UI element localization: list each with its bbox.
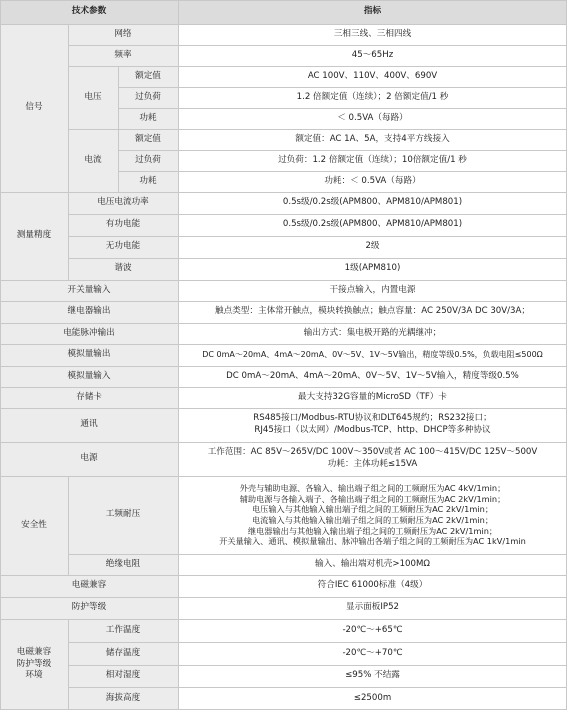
grid-line [68,476,69,575]
grid-line [0,366,567,367]
voltage-rated-value: AC 100V、110V、400V、690V [178,66,567,87]
grid-line [68,214,567,215]
network-label: 网络 [68,24,178,45]
grid-line [0,442,567,443]
network-value: 三相三线、三相四线 [178,24,567,45]
grid-line [68,665,567,666]
grid-line [68,642,567,643]
withstand-line: 电压输入与其他输入输出端子组之间的工频耐压为AC 2kV/1min； [251,504,494,515]
pulse-output-label: 电能脉冲输出 [0,323,178,344]
withstand-label: 工频耐压 [68,476,178,554]
frequency-value: 45～65Hz [178,45,567,66]
comm-line-1: RS485接口/Modbus-RTU协议和DLT645规约；RS232接口； [253,413,492,424]
power-supply-line-1: 工作范围：AC 85V～265V/DC 100V～350V或者 AC 100～415V/DC 125V～500V [207,447,538,458]
grid-line [0,575,567,576]
current-rated-value: 额定值：AC 1A、5A，支持4平方线接入 [178,129,567,150]
withstand-line: 电流输入与其他输入输出端子组之间的工频耐压为AC 2kV/1min； [251,515,494,525]
active-energy-label: 有功电能 [68,214,178,236]
power-supply-label: 电源 [0,442,178,476]
grid-line [68,24,69,280]
harmonic-value: 1级(APM810) [178,258,567,280]
grid-line [0,24,567,25]
environment-group-label: 电磁兼容 防护等级 环境 [0,619,68,710]
reactive-energy-value: 2级 [178,236,567,258]
altitude-value: ≤2500m [178,687,567,710]
current-overload-value: 过负荷：1.2 倍额定值（连续）；10倍额定值/1 秒 [178,150,567,171]
accuracy-group-label: 测量精度 [0,192,68,280]
grid-line [0,280,567,281]
voltage-overload-value: 1.2 倍额定值（连续）；2 倍额定值/1 秒 [178,87,567,108]
header-param: 技术参数 [0,0,178,24]
switch-input-value: 干接点输入，内置电源 [178,280,567,301]
current-power-label: 功耗 [118,171,178,192]
grid-line [0,192,567,193]
power-supply-value [178,442,567,476]
vi-power-value: 0.5s级/0.2s级(APM800、APM810/APM801) [178,192,567,214]
current-rated-label: 额定值 [118,129,178,150]
withstand-value [178,476,567,554]
storage-label: 存储卡 [0,387,178,408]
safety-group-label: 安全性 [0,476,68,575]
comm-line-2: RJ45接口（以太网）/Modbus-TCP、http、DHCP等多种协议 [254,425,491,435]
voltage-label: 电压 [68,66,118,129]
grid-line [0,301,567,302]
frequency-label: 频率 [68,45,178,66]
grid-line [68,45,567,46]
storage-value: 最大支持32G容量的MicroSD（TF）卡 [178,387,567,408]
grid-line [68,258,567,259]
grid-line [68,687,567,688]
relay-output-label: 继电器输出 [0,301,178,323]
harmonic-label: 谐波 [68,258,178,280]
comm-label: 通讯 [0,408,178,442]
grid-line [0,387,567,388]
current-label: 电流 [68,129,118,192]
emc-value: 符合IEC 61000标准（4级） [178,575,567,597]
comm-value [178,408,567,442]
header-spec: 指标 [178,0,567,24]
storage-temp-label: 储存温度 [68,642,178,665]
switch-input-label: 开关量输入 [0,280,178,301]
voltage-rated-label: 额定值 [118,66,178,87]
grid-line [0,619,567,620]
analog-output-label: 模拟量输出 [0,344,178,366]
grid-line [68,66,567,67]
current-power-value: 功耗：＜ 0.5VA（每路） [178,171,567,192]
voltage-overload-label: 过负荷 [118,87,178,108]
vi-power-label: 电压电流功率 [68,192,178,214]
current-overload-label: 过负荷 [118,150,178,171]
altitude-label: 海拔高度 [68,687,178,710]
grid-line [118,171,567,172]
humidity-value: ≤95% 不结露 [178,665,567,687]
grid-line [0,597,567,598]
protection-value: 显示面板IP52 [178,597,567,619]
grid-line [118,108,567,109]
grid-line [0,323,567,324]
analog-input-value: DC 0mA～20mA、4mA～20mA、0V～5V、1V～5V输入，精度等级0.5% [178,366,567,387]
withstand-line: 继电器输出与其他输入输出端子组之间的工频耐压为AC 2kV/1min； [247,525,498,536]
voltage-power-value: ＜ 0.5VA（每路） [178,108,567,129]
voltage-power-label: 功耗 [118,108,178,129]
power-supply-line-2: 功耗：主体功耗≤15VA [327,459,418,469]
reactive-energy-label: 无功电能 [68,236,178,258]
grid-line [0,344,567,345]
relay-output-value: 触点类型：主体常开触点，模块转换触点；触点容量：AC 250V/3A DC 30V/3A； [178,301,567,323]
humidity-label: 相对湿度 [68,665,178,687]
analog-input-label: 模拟量输入 [0,366,178,387]
emc-label: 电磁兼容 [0,575,178,597]
grid-line [118,87,567,88]
work-temp-label: 工作温度 [68,619,178,642]
withstand-line: 外壳与辅助电源、各输入、输出端子组之间的工频耐压为AC 4kV/1min； [239,483,506,494]
work-temp-value: -20℃～+65℃ [178,619,567,642]
protection-label: 防护等级 [0,597,178,619]
insulation-label: 绝缘电阻 [68,554,178,575]
analog-output-value: DC 0mA～20mA、4mA～20mA、0V～5V、1V～5V输出，精度等级0.5%，负载电阻≤500Ω [178,344,567,366]
insulation-value: 输入、输出端对机壳>100MΩ [178,554,567,575]
grid-line [68,129,567,130]
pulse-output-value: 输出方式：集电极开路的光耦继冲； [178,323,567,344]
signal-group-label: 信号 [0,24,68,192]
storage-temp-value: -20℃～+70℃ [178,642,567,665]
grid-line [68,236,567,237]
grid-line [0,408,567,409]
withstand-line: 辅助电源与各输入端子、各输出端子组之间的工频耐压为AC 2kV/1min； [239,493,506,504]
active-energy-value: 0.5s级/0.2s级(APM800、APM810/APM801) [178,214,567,236]
grid-line [178,0,179,710]
withstand-line: 开关量输入、通讯、模拟量输出、脉冲输出各端子组之间的工频耐压为AC 1kV/1min [219,536,526,547]
grid-line [0,476,567,477]
grid-line [68,554,567,555]
grid-line [118,150,567,151]
